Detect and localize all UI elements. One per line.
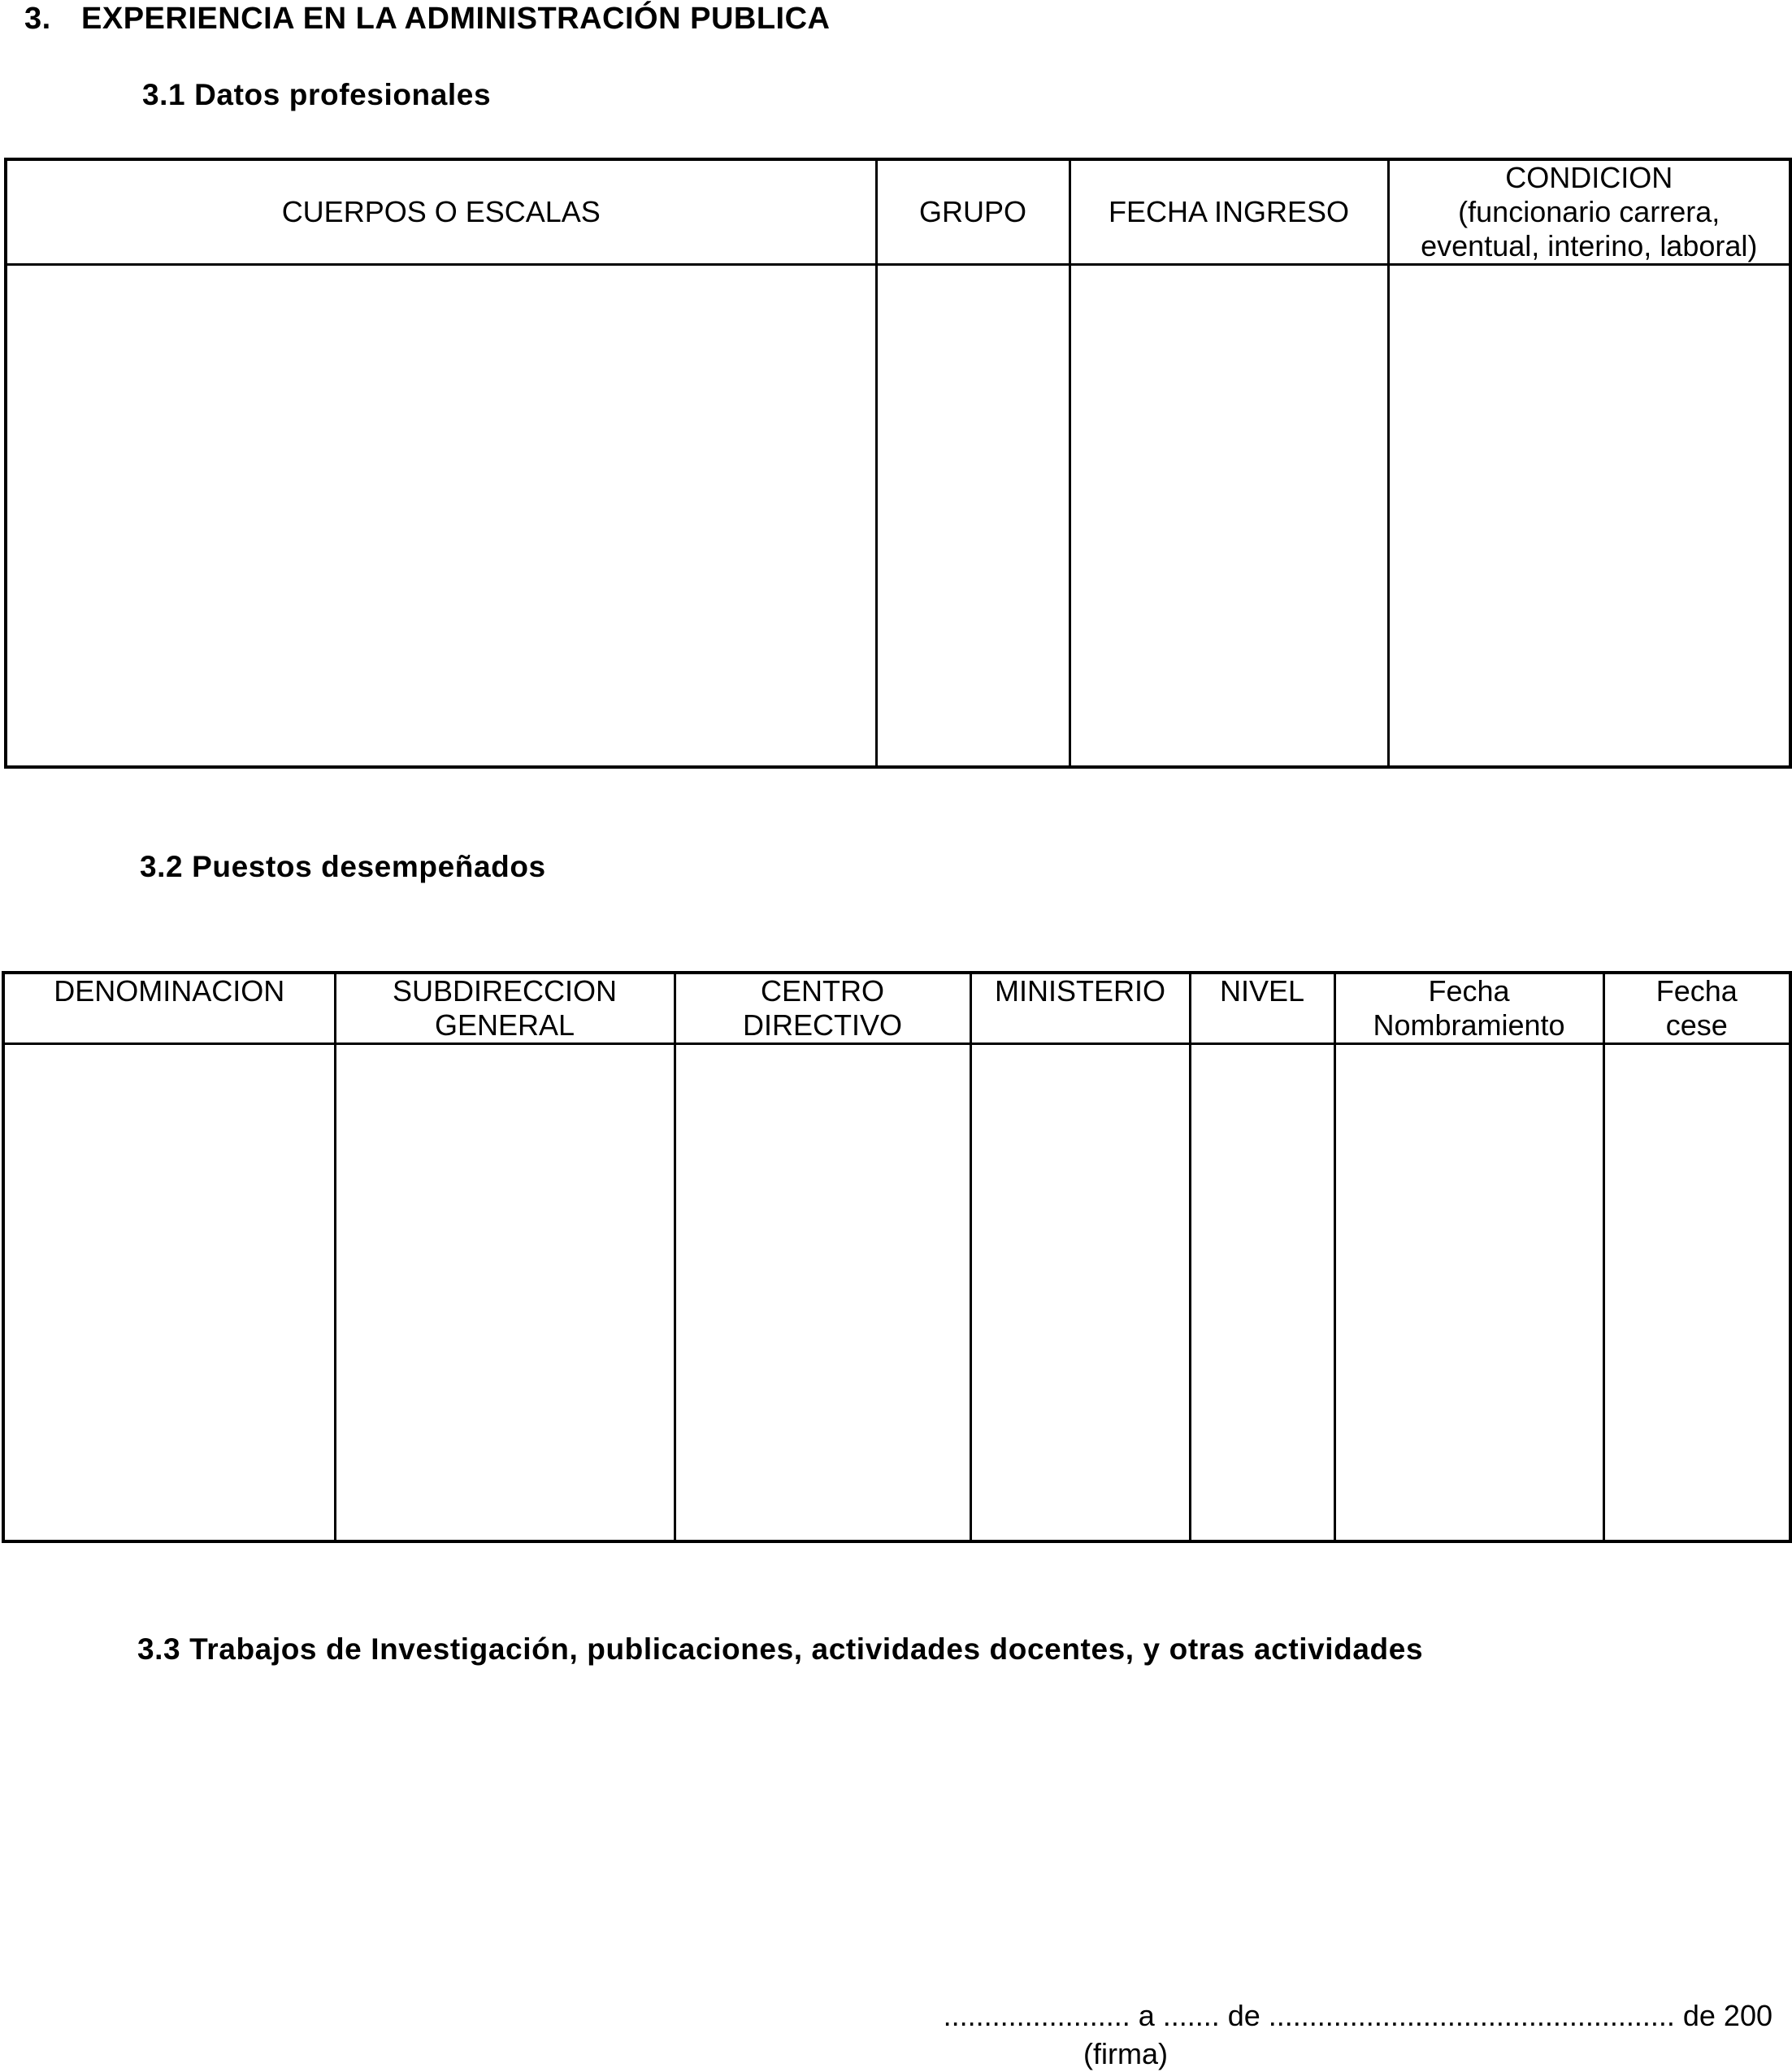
- input-cell-centro-directivo[interactable]: [675, 1044, 970, 1542]
- column-header-cuerpos-escalas: [6, 159, 876, 265]
- table-row: [6, 265, 1790, 768]
- column-header-ministerio: [970, 973, 1190, 1044]
- table-header-row: [3, 973, 1790, 1044]
- header-line: Nombramiento: [1373, 1008, 1565, 1042]
- input-cell-fecha-cese[interactable]: [1603, 1044, 1790, 1542]
- input-cell-subdireccion-general[interactable]: [335, 1044, 675, 1542]
- input-cell-cuerpos-escalas[interactable]: [6, 265, 876, 768]
- subsection-3-1-title: 3.1 Datos profesionales: [142, 78, 492, 111]
- header-line: Fecha: [1428, 974, 1510, 1008]
- input-cell-condicion[interactable]: [1388, 265, 1790, 768]
- column-header-fecha-ingreso: [1070, 159, 1388, 265]
- header-line: cese: [1665, 1008, 1728, 1042]
- column-header-fecha-nombramiento: [1334, 973, 1603, 1044]
- header-line: CONDICION: [1505, 161, 1673, 194]
- column-header-grupo: [876, 159, 1070, 265]
- input-cell-denominacion[interactable]: [3, 1044, 335, 1542]
- header-line: GRUPO: [918, 195, 1026, 228]
- subsection-3-3-title: 3.3 Trabajos de Investigación, publicaciones, actividades docentes, y otras actividades: [137, 1632, 1424, 1666]
- input-cell-fecha-nombramiento[interactable]: [1334, 1044, 1603, 1542]
- header-line: CENTRO: [761, 974, 884, 1008]
- table-row: [3, 1044, 1790, 1542]
- header-line: DENOMINACION: [54, 974, 285, 1008]
- section-heading: [24, 2, 830, 37]
- header-line: Fecha: [1655, 974, 1738, 1008]
- column-header-condicion: [1388, 159, 1790, 265]
- column-header-centro-directivo: [675, 973, 970, 1044]
- header-line: GENERAL: [434, 1008, 575, 1042]
- header-line: MINISTERIO: [994, 974, 1165, 1008]
- subsection-3-2-title: 3.2 Puestos desempeñados: [140, 850, 546, 883]
- header-line: NIVEL: [1219, 974, 1305, 1008]
- signature-label: (firma): [1083, 2037, 1168, 2070]
- column-header-nivel: [1190, 973, 1334, 1044]
- column-header-subdireccion-general: [335, 973, 675, 1044]
- datos-profesionales-table: [4, 158, 1792, 769]
- table-header-row: [6, 159, 1790, 265]
- input-cell-nivel[interactable]: [1190, 1044, 1334, 1542]
- header-line: eventual, interino, laboral): [1421, 229, 1758, 262]
- header-line: DIRECTIVO: [742, 1008, 902, 1042]
- input-cell-grupo[interactable]: [876, 265, 1070, 768]
- place-date-line: ....................... a ....... de .................................................. de 200: [943, 1999, 1772, 2032]
- column-header-fecha-cese: [1603, 973, 1790, 1044]
- header-line: FECHA INGRESO: [1108, 195, 1350, 228]
- section-title: EXPERIENCIA EN LA ADMINISTRACIÓN PUBLICA: [81, 2, 831, 36]
- input-cell-fecha-ingreso[interactable]: [1070, 265, 1388, 768]
- header-line: SUBDIRECCION: [392, 974, 618, 1008]
- header-line: CUERPOS O ESCALAS: [281, 195, 601, 228]
- puestos-desempenados-table: [2, 971, 1792, 1543]
- input-cell-ministerio[interactable]: [970, 1044, 1190, 1542]
- header-line: (funcionario carrera,: [1458, 195, 1720, 228]
- column-header-denominacion: [3, 973, 335, 1044]
- section-number: 3.: [24, 2, 51, 36]
